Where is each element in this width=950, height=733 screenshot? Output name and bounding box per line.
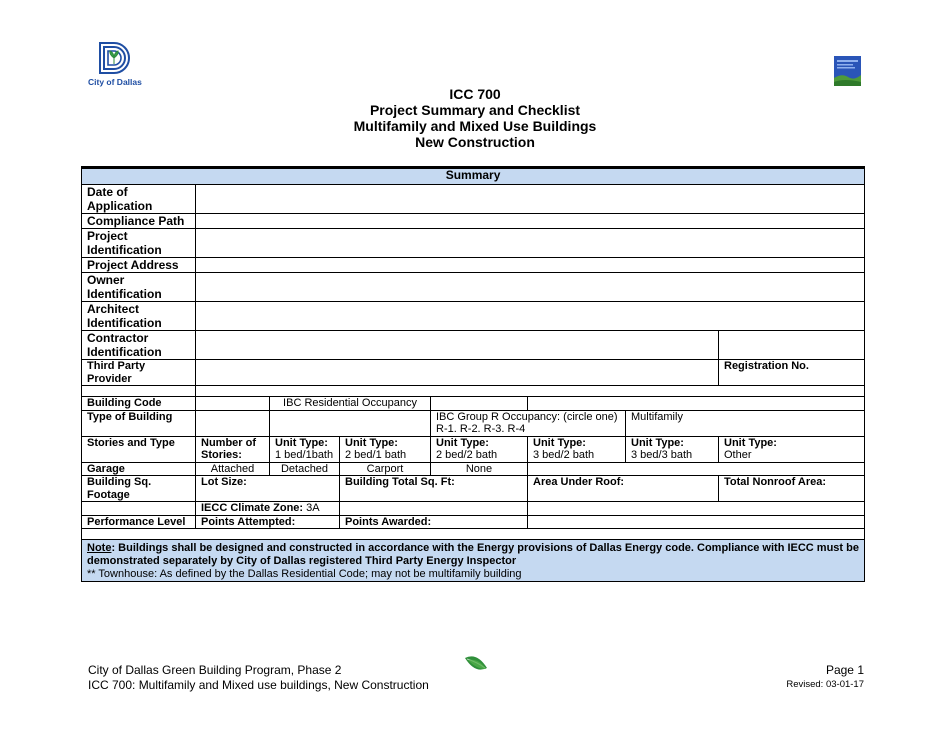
building-total-sq-ft-field[interactable]: Building Total Sq. Ft:: [340, 476, 528, 502]
date-of-application-label: Date of Application: [82, 185, 196, 214]
unit-type-cell[interactable]: Unit Type: 2 bed/1 bath: [340, 436, 431, 462]
townhouse-note: ** Townhouse: As defined by the Dallas Residential Code; may not be multifamily building: [87, 568, 522, 580]
compliance-path-label: Compliance Path: [82, 214, 196, 229]
garage-option-detached[interactable]: Detached: [270, 462, 340, 476]
number-of-stories-cell[interactable]: Number of Stories:: [196, 436, 270, 462]
unit-type-cell[interactable]: Unit Type: 1 bed/1bath: [270, 436, 340, 462]
note-label: Note: [87, 542, 112, 554]
iecc-climate-zone[interactable]: IECC Climate Zone: 3A: [196, 502, 340, 516]
owner-identification-label: Owner Identification: [82, 273, 196, 302]
contractor-identification-field[interactable]: [196, 331, 719, 360]
project-identification-label: Project Identification: [82, 229, 196, 258]
title-line-2: Project Summary and Checklist: [369, 102, 581, 118]
performance-blank[interactable]: [528, 515, 865, 529]
summary-header: Summary: [82, 168, 865, 185]
unit-type-value: 1 bed/1bath: [275, 449, 334, 461]
unit-type-value: 2 bed/2 bath: [436, 449, 498, 461]
garage-option-carport[interactable]: Carport: [340, 462, 431, 476]
climate-zone-blank-2[interactable]: [340, 502, 528, 516]
logo-caption: City of Dallas: [88, 77, 142, 87]
type-of-building-field[interactable]: [196, 410, 270, 436]
leaf-icon: [463, 654, 489, 679]
revised-date: Revised: 03-01-17: [786, 679, 864, 690]
unit-type-value: 3 bed/2 bath: [533, 449, 595, 461]
points-attempted-field[interactable]: Points Attempted:: [196, 515, 340, 529]
project-address-field[interactable]: [196, 258, 865, 273]
compliance-path-field[interactable]: [196, 214, 865, 229]
total-nonroof-area-field[interactable]: Total Nonroof Area:: [719, 476, 865, 502]
footer-doc-line: ICC 700: Multifamily and Mixed use buildings, New Construction: [88, 678, 429, 692]
project-identification-field[interactable]: [196, 229, 865, 258]
garage-option-none[interactable]: None: [431, 462, 528, 476]
architect-identification-label: Architect Identification: [82, 302, 196, 331]
type-of-building-blank[interactable]: [270, 410, 431, 436]
project-address-label: Project Address: [82, 258, 196, 273]
program-badge: [834, 56, 861, 86]
building-code-label: Building Code: [82, 397, 196, 411]
third-party-provider-field[interactable]: [196, 360, 719, 386]
building-code-field[interactable]: [196, 397, 270, 411]
date-of-application-field[interactable]: [196, 185, 865, 214]
blank-row-field: [196, 386, 865, 397]
footer-program-line: City of Dallas Green Building Program, Phase 2: [88, 663, 342, 677]
area-under-roof-field[interactable]: Area Under Roof:: [528, 476, 719, 502]
unit-type-value: 2 bed/1 bath: [345, 449, 407, 461]
type-of-building-label: Type of Building: [82, 410, 196, 436]
owner-identification-field[interactable]: [196, 273, 865, 302]
building-sq-footage-label: Building Sq. Footage: [82, 476, 196, 502]
ibc-group-r-occupancy[interactable]: IBC Group R Occupancy: (circle one) R-1. R-2. R-3. R-4: [431, 410, 626, 436]
footer-left: [88, 663, 429, 693]
summary-table: [81, 166, 865, 582]
title-line-3: Multifamily and Mixed Use Buildings: [353, 118, 597, 134]
iecc-climate-zone-value: 3A: [306, 502, 320, 514]
registration-no-label[interactable]: Registration No.: [719, 360, 865, 386]
garage-blank[interactable]: [528, 462, 865, 476]
note-cell: [82, 540, 865, 582]
garage-option-attached[interactable]: Attached: [196, 462, 270, 476]
contractor-extra-field[interactable]: [719, 331, 865, 360]
building-code-blank-2[interactable]: [528, 397, 865, 411]
city-of-dallas-logo: [88, 40, 140, 87]
blank-row-cell: [82, 386, 196, 397]
unit-type-cell[interactable]: Unit Type: 3 bed/3 bath: [626, 436, 719, 462]
unit-type-cell[interactable]: Unit Type: Other: [719, 436, 865, 462]
title-line-1: ICC 700: [449, 86, 501, 102]
architect-identification-field[interactable]: [196, 302, 865, 331]
third-party-provider-label: Third Party Provider: [82, 360, 196, 386]
ibc-residential-occupancy[interactable]: IBC Residential Occupancy: [270, 397, 431, 411]
unit-type-value: Other: [724, 449, 752, 461]
footer-right: [786, 663, 864, 692]
title-line-4: New Construction: [415, 134, 535, 150]
contractor-identification-label: Contractor Identification: [82, 331, 196, 360]
spacer-row: [82, 529, 865, 540]
points-awarded-field[interactable]: Points Awarded:: [340, 515, 528, 529]
climate-zone-blank: [82, 502, 196, 516]
performance-level-label: Performance Level: [82, 515, 196, 529]
multifamily-option[interactable]: Multifamily: [626, 410, 865, 436]
garage-label: Garage: [82, 462, 196, 476]
lot-size-field[interactable]: Lot Size:: [196, 476, 340, 502]
page-number: Page 1: [825, 663, 864, 677]
building-code-blank-1[interactable]: [431, 397, 528, 411]
stories-and-type-label: Stories and Type: [82, 436, 196, 462]
dallas-logo-icon: [96, 40, 132, 76]
note-text: [87, 542, 859, 567]
note-body: : Buildings shall be designed and constructed in accordance with the Energy provisions of Dallas Energy code. Compliance with IECC must be demonstrated separately by City of Dallas registered Third Party Energy Inspector: [87, 542, 859, 567]
unit-type-cell[interactable]: Unit Type: 3 bed/2 bath: [528, 436, 626, 462]
climate-zone-blank-3[interactable]: [528, 502, 865, 516]
program-badge-icon: [834, 56, 861, 86]
unit-type-cell[interactable]: Unit Type: 2 bed/2 bath: [431, 436, 528, 462]
unit-type-value: 3 bed/3 bath: [631, 449, 693, 461]
document-title: [0, 86, 950, 150]
